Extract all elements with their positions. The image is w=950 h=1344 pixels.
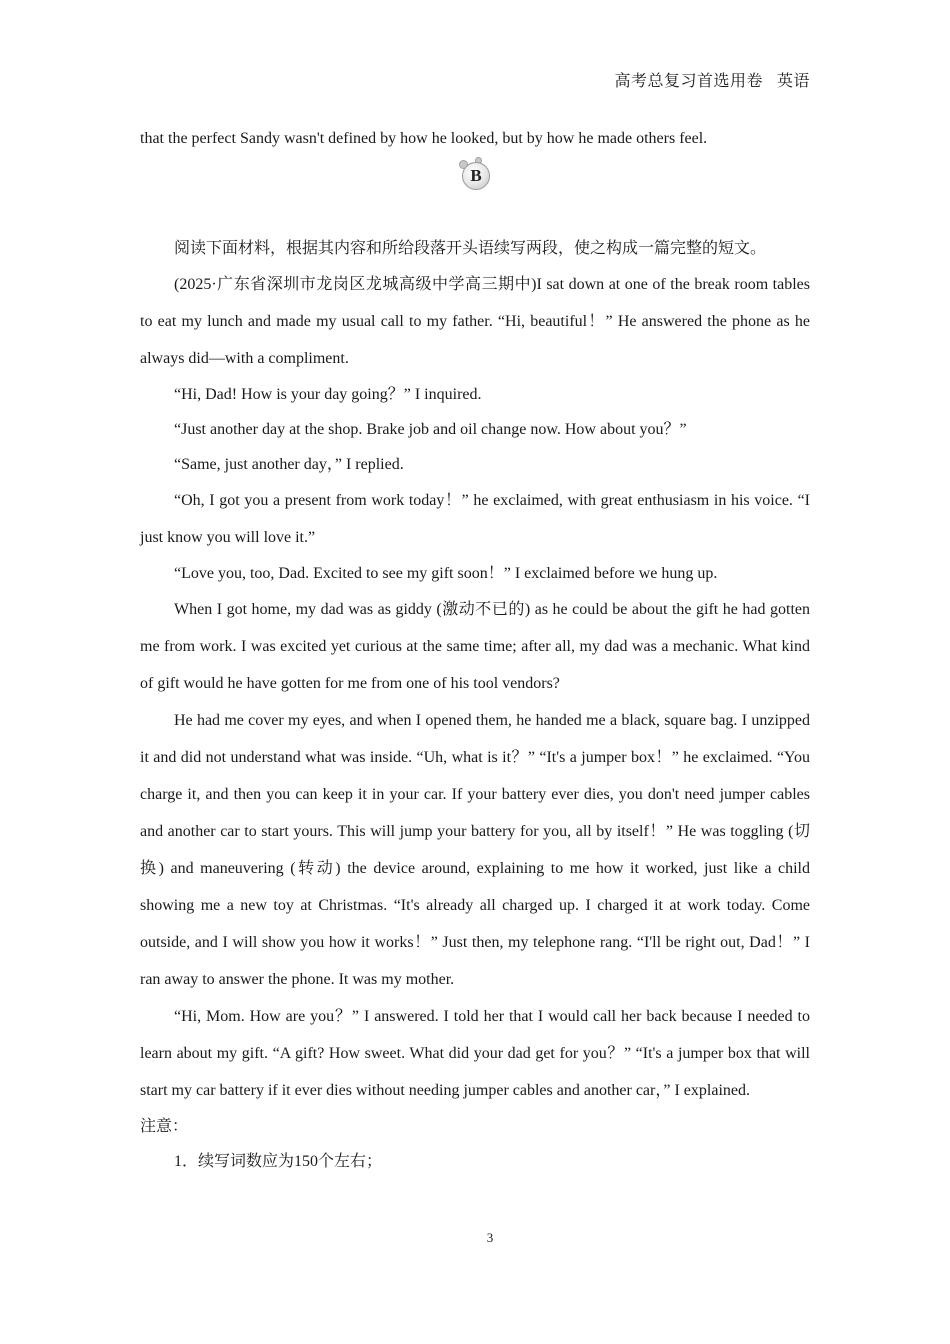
story-paragraph-4: “Same, just another day，” I replied. — [174, 456, 404, 473]
story-paragraph-5: “Oh, I got you a present from work today！” he exclaimed, with great enthusiasm in his voice. “I just know you will love it.” — [140, 492, 810, 546]
instruction-paragraph: 阅读下面材料，根据其内容和所给段落开头语续写两段，使之构成一篇完整的短文。 — [174, 240, 767, 257]
badge-spacer — [140, 157, 810, 231]
book-title: 高考总复习首选用卷 — [614, 73, 763, 90]
carryover-paragraph: that the perfect Sandy wasn't defined by how he looked, but by how he made others feel. — [140, 130, 708, 147]
document-body — [140, 120, 810, 1179]
story-paragraph-9: “Hi, Mom. How are you？” I answered. I told her that I would call her back because I needed to learn about my gift. “A gift? How sweet. What did your dad get for you？” “It's a jumper box that will start my car battery if it ever dies without needing jumper cables and another car，” I explained. — [140, 1008, 810, 1099]
page-header — [614, 68, 810, 91]
story-paragraph-7: When I got home, my dad was as giddy (激动不已的) as he could be about the gift he had gotten me from work. I was excited yet curious at the same time; after all, my dad was a mechanic. What kind of gift would he have gotten for me from one of his tool vendors? — [140, 601, 810, 692]
note-label: 注意： — [140, 1118, 189, 1135]
story-paragraph-8: He had me cover my eyes, and when I opened them, he handed me a black, square bag. I unzipped it and did not understand what was inside. “Uh, what is it？” “It's a jumper box！” he exclaimed. “You charge it, and then you can keep it in your car. If your battery ever dies, you don't need jumper cables and another car to start yours. This will jump your battery for you, all by itself！” He was toggling (切换) and maneuvering (转动) the device around, explaining to me how it worked, just like a child showing me a new toy at Christmas. “It's already all charged up. I charged it at work today. Come outside, and I will show you how it works！” Just then, my telephone rang. “I'll be right out, Dad！” I ran away to answer the phone. It was my mother. — [140, 712, 811, 988]
story-paragraph-1: (2025·广东省深圳市龙岗区龙城高级中学高三期中)I sat down at one of the break room tables to eat my lunch and made my usual call to my father. “Hi, beautiful！” He answered the phone as he always did—with a compliment. — [140, 276, 810, 367]
subject-label: 英语 — [776, 73, 810, 90]
page-number: 3 — [486, 1230, 494, 1245]
story-paragraph-6: “Love you, too, Dad. Excited to see my gift soon！” I exclaimed before we hung up. — [174, 565, 718, 582]
story-paragraph-2: “Hi, Dad! How is your day going？” I inquired. — [174, 386, 482, 403]
note-item-1: 1．续写词数应为150个左右； — [174, 1153, 383, 1170]
story-paragraph-3: “Just another day at the shop. Brake job and oil change now. How about you？” — [174, 421, 687, 438]
section-letter: B — [462, 162, 490, 190]
